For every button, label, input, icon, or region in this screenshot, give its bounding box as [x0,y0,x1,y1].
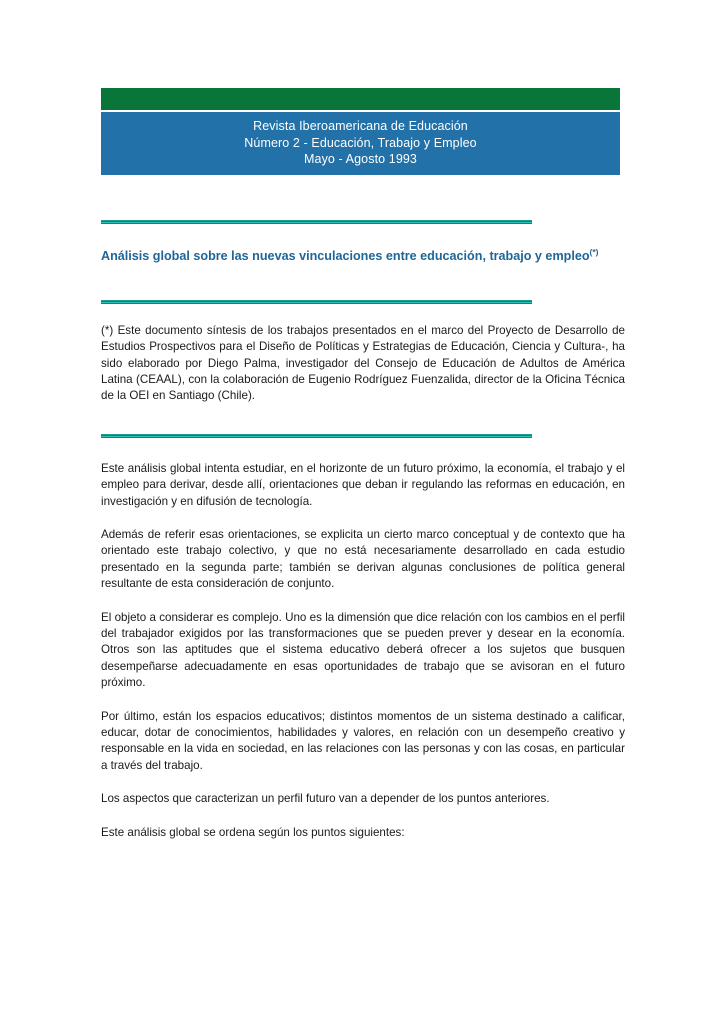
article-title [101,244,625,265]
divider-rule-bottom [101,434,532,438]
masthead [101,88,625,175]
issue-date: Mayo - Agosto 1993 [304,152,417,166]
divider-rule-top [101,220,532,224]
body-paragraph: El objeto a considerar es complejo. Uno es la dimensión que dice relación con los cambios en el perfil del trabajador exigidos por las transformaciones que se pueden prever y desear en la economía. Otros son las aptitudes que el sistema educativo deberá ofrecer a los sujetos que busquen desempeñarse adecuadamente en esas oportunidades de trabajo que se avisoran en el futuro próximo. [101,610,625,690]
masthead-blue-bar [101,112,620,175]
document-content [101,88,625,853]
article-title-text: Análisis global sobre las nuevas vinculaciones entre educación, trabajo y empleo [101,248,590,263]
issue-info: Número 2 - Educación, Trabajo y Empleo [244,135,477,150]
body-paragraph: Además de referir esas orientaciones, se explicita un cierto marco conceptual y de contexto que ha orientado este trabajo colectivo, y que no está necesariamente desarrollado en cada estudio presentado en la segunda parte; también se derivan algunas conclusiones de política general resultante de esta consideración de conjunto. [101,527,625,591]
body-paragraph: Este análisis global intenta estudiar, en el horizonte de un futuro próximo, la economía, el trabajo y el empleo para derivar, desde allí, orientaciones que deban ir regulando las reformas en educación, en investigación y en difusión de tecnología. [101,461,625,508]
body-paragraph: Por último, están los espacios educativos; distintos momentos de un sistema destinado a calificar, educar, dotar de conocimientos, habilidades y valores, en relación con un desempeño creativo y responsable en la vida en sociedad, en las relaciones con las personas y con las cosas, en particular a través del trabajo. [101,709,625,772]
body-paragraph: Los aspectos que caracterizan un perfil futuro van a depender de los puntos anteriores. [101,792,550,806]
journal-name: Revista Iberoamericana de Educación [253,119,468,133]
article-title-footnote-marker: (*) [589,246,599,257]
body-paragraph: Este análisis global se ordena según los puntos siguientes: [101,825,405,839]
masthead-green-bar [101,88,620,110]
divider-rule-mid [101,300,532,304]
footnote-paragraph: (*) Este documento síntesis de los trabajos presentados en el marco del Proyecto de Desarrollo de Estudios Prospectivos para el Diseño de Políticas y Estrategias de Educación, Ciencia y Cultura-, ha sido elaborado por Diego Palma, investigador del Consejo de Educación de Adultos de América Latina (CEAAL), con la colaboración de Eugenio Rodríguez Fuenzalida, director de la Oficina Técnica de la OEI en Santiago (Chile). [101,323,625,403]
